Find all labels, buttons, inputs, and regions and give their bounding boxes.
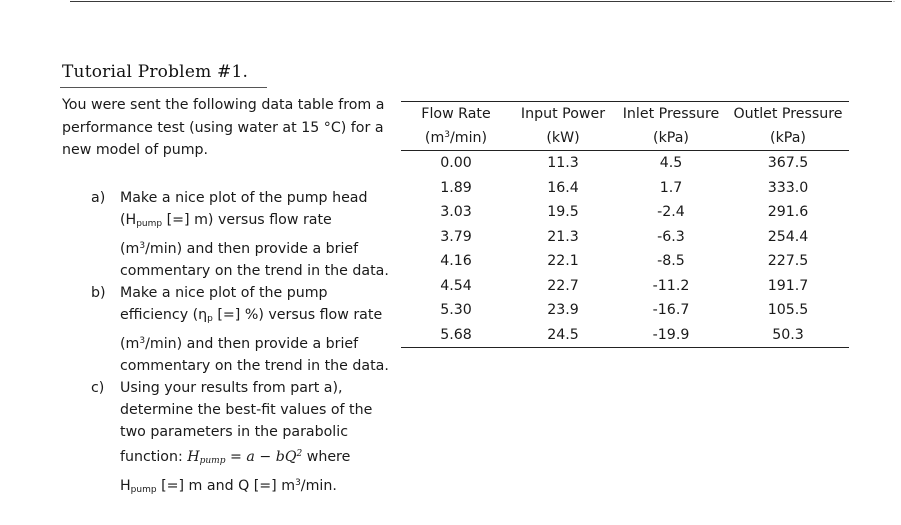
- table-cell: -8.5: [657, 253, 685, 270]
- table-cell: 333.0: [767, 179, 809, 196]
- table-row: [401, 249, 849, 274]
- question-text: Using your results from part a), determine the best-fit values of the two parameters in the parabolic function: $H_{pump} = a - bQ^2$ where $H_{pump}$ [=] m and Q [=] $m^3/\min$.: [120, 380, 373, 495]
- unit-header: (kPa): [615, 126, 727, 151]
- table-cell: -6.3: [657, 228, 685, 245]
- question-b: [91, 282, 391, 377]
- table-row: [401, 298, 849, 323]
- table-row: [401, 176, 849, 201]
- table-row: [401, 323, 849, 348]
- table-cell: 191.7: [767, 277, 809, 294]
- table-cell: 24.5: [511, 323, 615, 348]
- table-row: [401, 200, 849, 225]
- top-divider: [70, 1, 892, 2]
- table-cell: 23.9: [547, 302, 579, 319]
- question-marker: a): [91, 190, 106, 206]
- table-cell: 4.5: [659, 155, 683, 172]
- table-cell: 21.3: [547, 228, 579, 245]
- table-cell: 4.54: [440, 277, 472, 294]
- table-units-row: [401, 126, 849, 151]
- page-title: Tutorial Problem #1.: [62, 62, 249, 82]
- table-cell: 22.1: [547, 253, 579, 270]
- column-header: Flow Rate: [401, 102, 511, 127]
- table-cell: 22.7: [547, 277, 579, 294]
- table-cell: 5.30: [440, 302, 472, 319]
- question-list: [91, 187, 391, 501]
- table-cell: 291.6: [767, 204, 809, 221]
- table-cell: 1.89: [440, 179, 472, 196]
- intro-paragraph: You were sent the following data table from a performance test (using water at 15 °C) for a new model of pump.: [62, 97, 385, 158]
- table-header-row: [401, 102, 849, 127]
- title-underline: [60, 87, 267, 88]
- table-cell: -16.7: [652, 302, 690, 319]
- top-divider-end: [893, 1, 895, 2]
- table-row: [401, 274, 849, 299]
- table-cell: 19.5: [547, 204, 579, 221]
- table-body: [401, 151, 849, 348]
- table-cell: -2.4: [657, 204, 685, 221]
- table-cell: 50.3: [727, 323, 849, 348]
- table-cell: -19.9: [615, 323, 727, 348]
- table-cell: 3.79: [440, 228, 472, 245]
- table-cell: 5.68: [401, 323, 511, 348]
- column-header: Outlet Pressure: [727, 102, 849, 127]
- unit-header: (kW): [511, 126, 615, 151]
- column-header: Input Power: [511, 102, 615, 127]
- table-cell: 4.16: [440, 253, 472, 270]
- table-cell: 1.7: [659, 179, 683, 196]
- table-cell: 367.5: [767, 155, 809, 172]
- table-row: [401, 151, 849, 176]
- question-text: Make a nice plot of the pump efficiency ($\eta_p$ [=] %) versus flow rate $(m^3/\min)$ and then provide a brief commentary on the trend in the data.: [120, 285, 389, 374]
- question-marker: b): [91, 285, 106, 301]
- table-cell: 0.00: [440, 155, 472, 172]
- table-cell: -11.2: [652, 277, 690, 294]
- table-cell: 16.4: [547, 179, 579, 196]
- question-marker: c): [91, 380, 105, 396]
- table-cell: 3.03: [440, 204, 472, 221]
- parabolic-equation: $H_{pump} = a - bQ^2$: [187, 449, 303, 466]
- unit-header: $(m^3/\min)$: [401, 126, 511, 151]
- performance-data-table: [401, 101, 849, 348]
- table-cell: 254.4: [767, 228, 809, 245]
- question-a: [91, 187, 391, 282]
- question-c: [91, 377, 391, 501]
- question-text: Make a nice plot of the pump head ($H_{pump}$ [=] m) versus flow rate $(m^3/\min)$ and then provide a brief commentary on the trend in the data.: [120, 190, 389, 279]
- table-cell: 105.5: [767, 302, 809, 319]
- table-cell: 11.3: [547, 155, 579, 172]
- table-row: [401, 225, 849, 250]
- unit-header: (kPa): [727, 126, 849, 151]
- table-cell: 227.5: [767, 253, 809, 270]
- column-header: Inlet Pressure: [615, 102, 727, 127]
